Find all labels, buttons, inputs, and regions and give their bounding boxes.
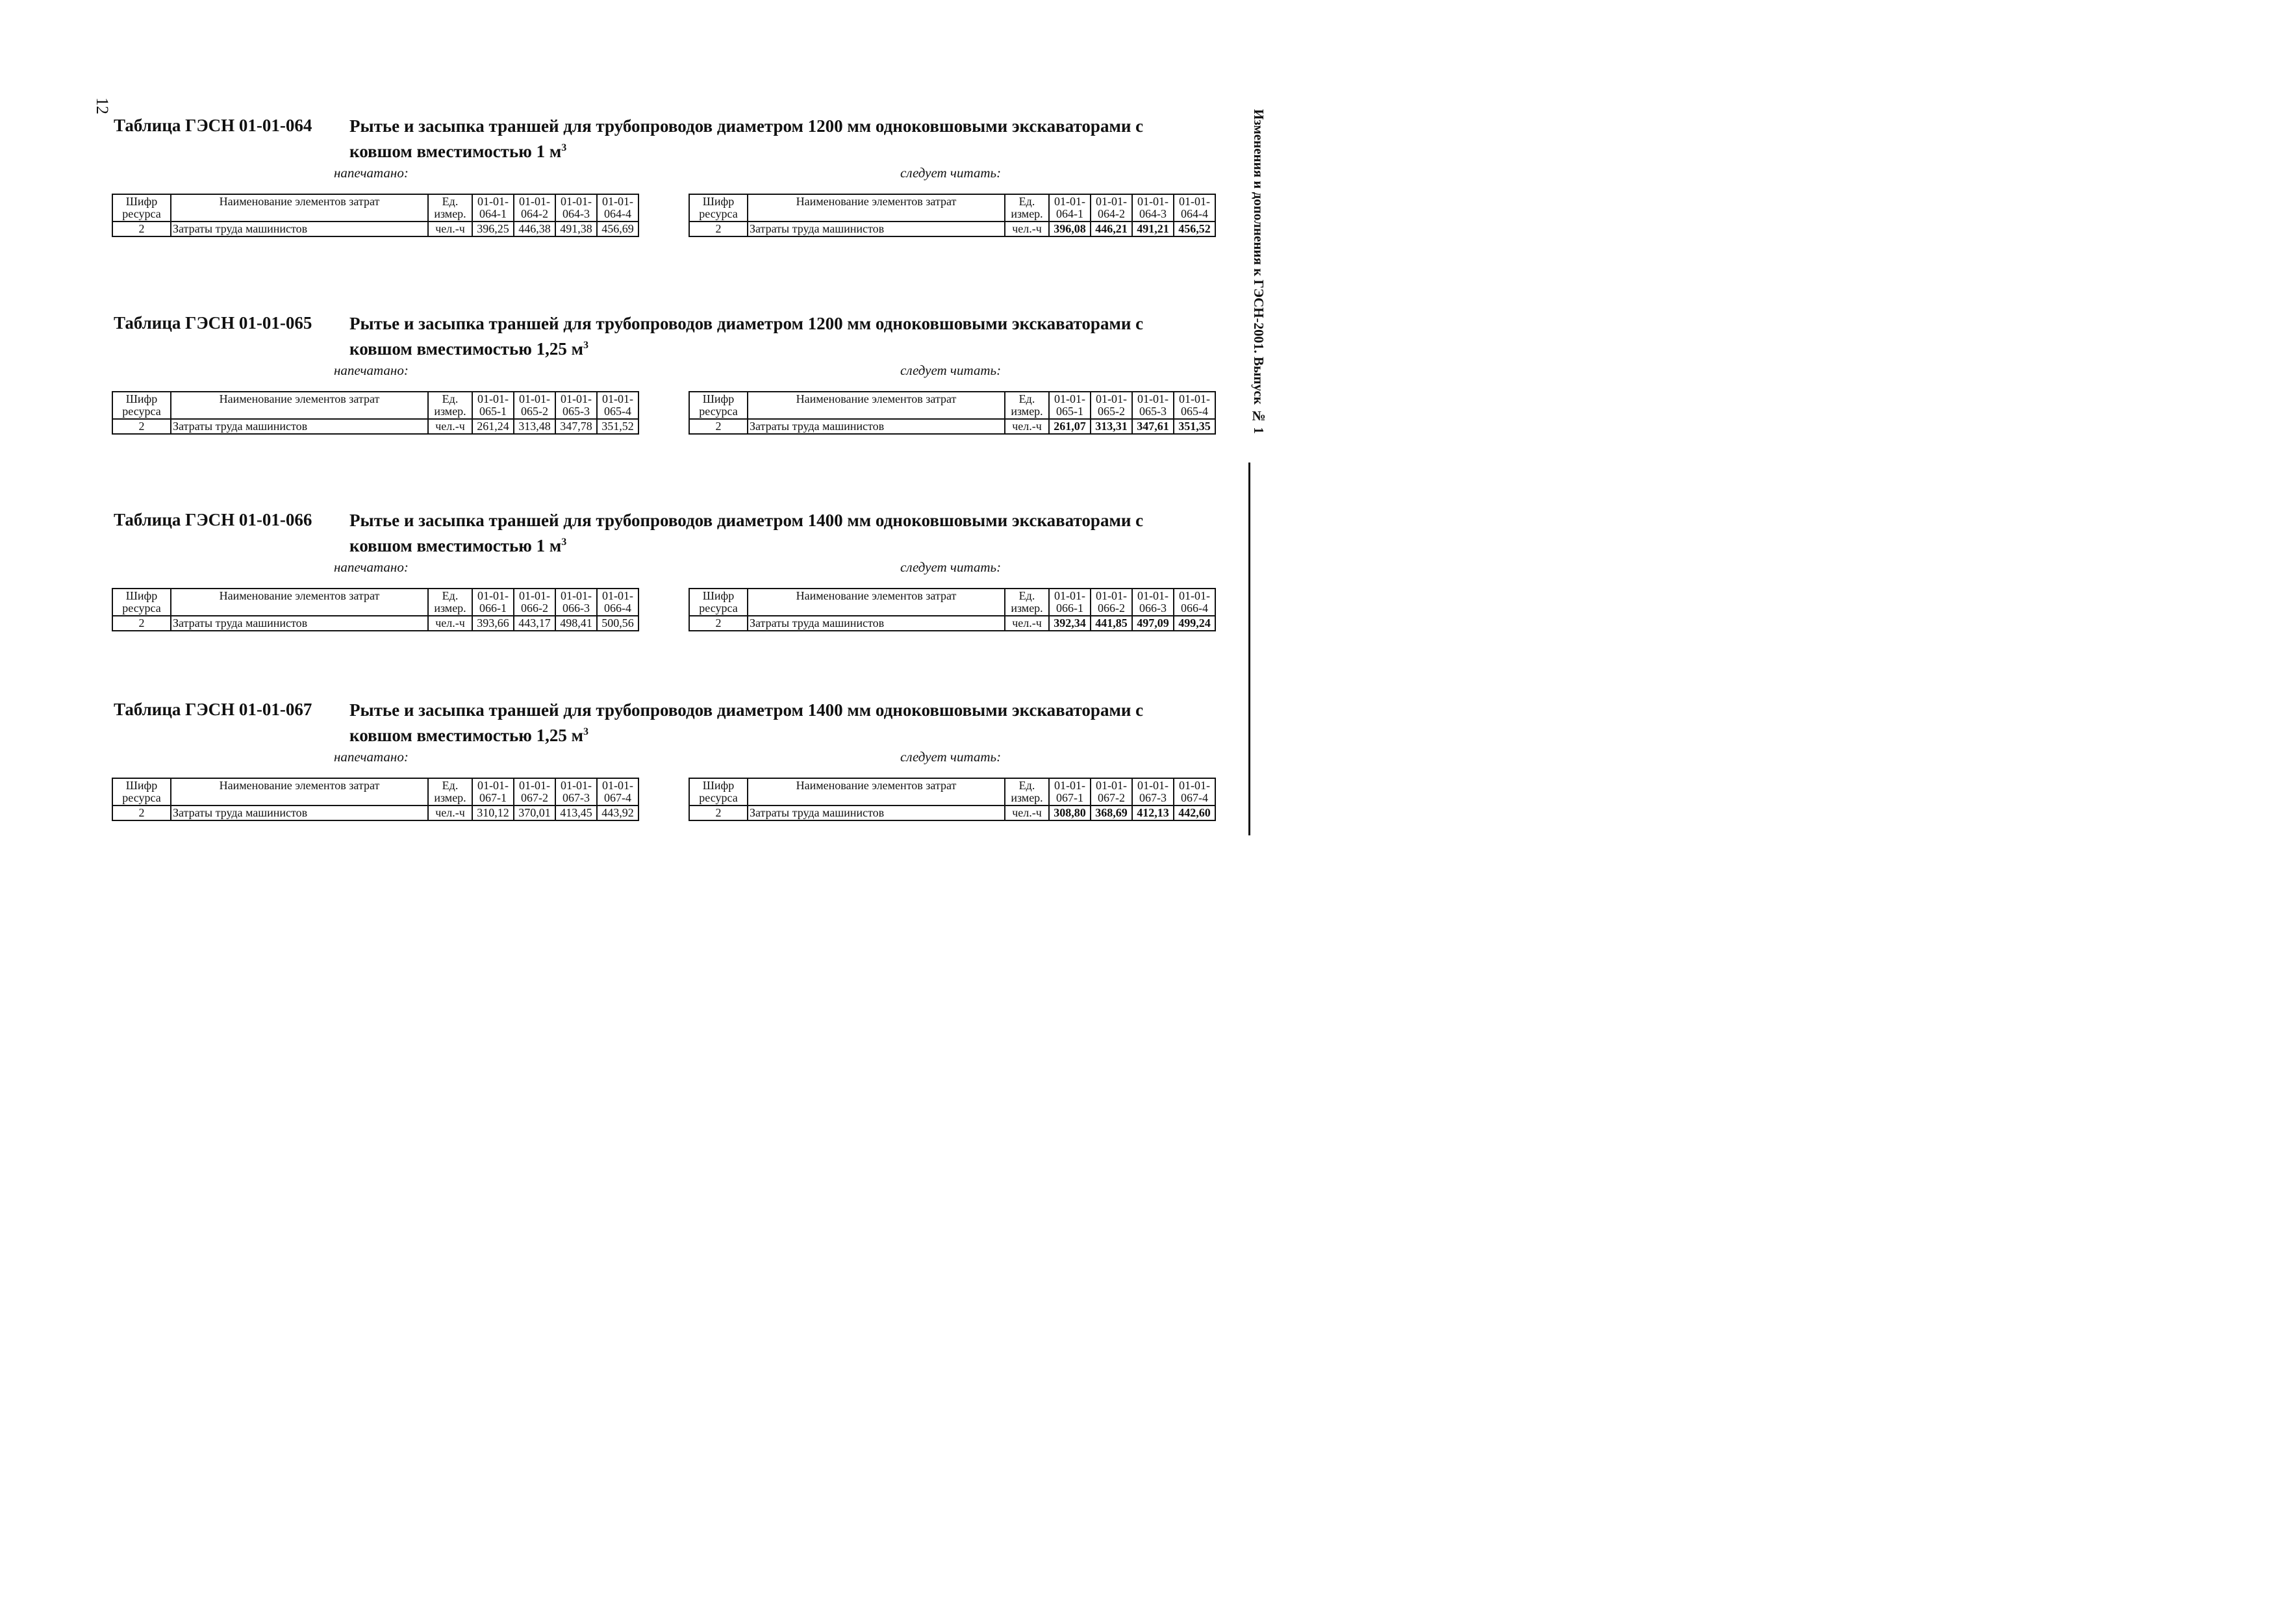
norm-code: 064-1 <box>479 207 507 220</box>
norm-code-prefix: 01-01- <box>477 779 509 792</box>
header-code-line1: Шифр <box>125 195 158 208</box>
norm-code-prefix: 01-01- <box>1137 779 1169 792</box>
value-cell: 261,24 <box>472 419 514 434</box>
resource-code-cell: 2 <box>689 222 748 236</box>
corrected-table <box>689 194 1216 237</box>
value-cell: 313,48 <box>514 419 555 434</box>
header-norm-code-cell <box>597 589 638 616</box>
table-row <box>112 419 638 434</box>
should-read-label: следует читать: <box>900 165 1002 181</box>
norm-code-prefix: 01-01- <box>1054 589 1085 602</box>
header-norm-code-cell <box>514 194 555 222</box>
header-row <box>112 778 638 806</box>
norm-code: 067-3 <box>562 791 590 804</box>
header-name: Наименование элементов затрат <box>796 392 957 405</box>
header-code-line1: Шифр <box>125 589 158 602</box>
norm-code-prefix: 01-01- <box>561 392 592 405</box>
resource-code-cell: 2 <box>112 222 171 236</box>
header-unit-line2: измер. <box>434 602 466 615</box>
unit-cell: чел.-ч <box>1005 806 1049 820</box>
table-row <box>112 616 638 631</box>
header-row <box>689 194 1215 222</box>
header-code-line2: ресурса <box>122 791 161 804</box>
table-title: Рытье и засыпка траншей для трубопроводов диаметром 1200 мм одноковшовыми экскаваторами с ковшом вместимостью 1 $м^3$ <box>349 116 1144 161</box>
norm-code: 067-4 <box>1181 791 1208 804</box>
norm-code-prefix: 01-01- <box>1179 779 1210 792</box>
norm-code: 065-3 <box>1139 405 1167 418</box>
value-cell: 396,08 <box>1049 222 1091 236</box>
should-read-label: следует читать: <box>900 362 1002 378</box>
should-read-label: следует читать: <box>900 749 1002 765</box>
header-name-cell <box>748 392 1005 419</box>
value-cell: 351,52 <box>597 419 638 434</box>
header-unit-line1: Ед. <box>442 589 459 602</box>
header-unit-line1: Ед. <box>1018 392 1035 405</box>
cost-element-name-cell: Затраты труда машинистов <box>748 222 1005 236</box>
norm-code-prefix: 01-01- <box>477 392 509 405</box>
value-cell: 456,69 <box>597 222 638 236</box>
header-unit-line1: Ед. <box>442 779 459 792</box>
header-norm-code-cell <box>1174 589 1215 616</box>
resource-code-cell: 2 <box>689 806 748 820</box>
header-name-cell <box>748 194 1005 222</box>
norm-code-prefix: 01-01- <box>561 195 592 208</box>
header-code-cell <box>689 194 748 222</box>
header-norm-code-cell <box>555 778 597 806</box>
norm-code-prefix: 01-01- <box>477 195 509 208</box>
norm-code: 066-1 <box>479 602 507 615</box>
table-row <box>689 616 1215 631</box>
norm-code-prefix: 01-01- <box>1096 779 1127 792</box>
norm-code: 067-2 <box>521 791 548 804</box>
header-norm-code-cell <box>1091 778 1132 806</box>
header-row <box>689 589 1215 616</box>
header-unit-cell <box>1005 589 1049 616</box>
value-cell: 443,92 <box>597 806 638 820</box>
norm-code: 065-1 <box>479 405 507 418</box>
header-name-cell <box>171 392 428 419</box>
norm-code-prefix: 01-01- <box>477 589 509 602</box>
printed-table <box>112 588 639 631</box>
value-cell: 347,61 <box>1132 419 1174 434</box>
norm-table-section <box>0 510 1330 666</box>
value-cell: 412,13 <box>1132 806 1174 820</box>
header-unit-line2: измер. <box>434 207 466 220</box>
header-unit-cell <box>428 589 472 616</box>
cost-element-name-cell: Затраты труда машинистов <box>748 419 1005 434</box>
norm-code-prefix: 01-01- <box>602 589 633 602</box>
header-norm-code-cell <box>597 778 638 806</box>
norm-code: 064-3 <box>562 207 590 220</box>
header-name: Наименование элементов затрат <box>796 779 957 792</box>
unit-cell: чел.-ч <box>428 419 472 434</box>
table-row <box>112 222 638 236</box>
norm-code: 065-3 <box>562 405 590 418</box>
header-unit-line1: Ед. <box>442 392 459 405</box>
header-norm-code-cell <box>597 194 638 222</box>
norm-code: 066-2 <box>521 602 548 615</box>
norm-code: 064-3 <box>1139 207 1167 220</box>
value-cell: 491,21 <box>1132 222 1174 236</box>
corrected-table <box>689 391 1216 435</box>
norm-code: 064-1 <box>1056 207 1083 220</box>
table-id: Таблица ГЭСН 01-01-066 <box>114 510 312 529</box>
header-norm-code-cell <box>514 392 555 419</box>
header-norm-code-cell <box>555 589 597 616</box>
value-cell: 497,09 <box>1132 616 1174 631</box>
table-title: Рытье и засыпка траншей для трубопроводов диаметром 1200 мм одноковшовыми экскаваторами с ковшом вместимостью 1,25 $м^3$ <box>349 314 1144 359</box>
page-number: 12 <box>93 97 112 114</box>
table-row <box>689 419 1215 434</box>
header-name-cell <box>748 589 1005 616</box>
norm-code: 066-3 <box>1139 602 1167 615</box>
header-code-cell <box>689 589 748 616</box>
unit-cell: чел.-ч <box>428 222 472 236</box>
header-norm-code-cell <box>1049 589 1091 616</box>
norm-code-prefix: 01-01- <box>602 779 633 792</box>
norm-code: 067-1 <box>479 791 507 804</box>
norm-code: 064-4 <box>604 207 631 220</box>
resource-code-cell: 2 <box>689 616 748 631</box>
header-unit-cell <box>428 778 472 806</box>
norm-table-section <box>0 116 1330 272</box>
header-name-cell <box>171 589 428 616</box>
table-row <box>689 222 1215 236</box>
norm-code-prefix: 01-01- <box>1096 195 1127 208</box>
header-unit-line2: измер. <box>434 791 466 804</box>
value-cell: 261,07 <box>1049 419 1091 434</box>
cost-element-name-cell: Затраты труда машинистов <box>171 806 428 820</box>
header-unit-line2: измер. <box>1011 602 1043 615</box>
unit-cell: чел.-ч <box>1005 419 1049 434</box>
header-norm-code-cell <box>1091 589 1132 616</box>
norm-table-section <box>0 313 1330 469</box>
header-code-line1: Шифр <box>702 392 735 405</box>
value-cell: 500,56 <box>597 616 638 631</box>
norm-code: 067-4 <box>604 791 631 804</box>
table-id: Таблица ГЭСН 01-01-065 <box>114 313 312 333</box>
norm-code-prefix: 01-01- <box>1137 392 1169 405</box>
header-unit-cell <box>1005 778 1049 806</box>
header-unit-line1: Ед. <box>442 195 459 208</box>
header-name: Наименование элементов затрат <box>219 392 380 405</box>
header-norm-code-cell <box>472 778 514 806</box>
header-norm-code-cell <box>1049 392 1091 419</box>
value-cell: 491,38 <box>555 222 597 236</box>
value-cell: 392,34 <box>1049 616 1091 631</box>
norm-code: 064-2 <box>521 207 548 220</box>
header-norm-code-cell <box>1132 778 1174 806</box>
header-name: Наименование элементов затрат <box>219 195 380 208</box>
header-unit-line2: измер. <box>1011 791 1043 804</box>
header-name: Наименование элементов затрат <box>796 195 957 208</box>
header-norm-code-cell <box>1174 778 1215 806</box>
header-code-cell <box>689 778 748 806</box>
header-norm-code-cell <box>1132 392 1174 419</box>
norm-code: 065-2 <box>521 405 548 418</box>
norm-code: 065-2 <box>1098 405 1125 418</box>
header-row <box>689 778 1215 806</box>
norm-code-prefix: 01-01- <box>1096 589 1127 602</box>
header-row <box>112 194 638 222</box>
table-row <box>689 806 1215 820</box>
header-unit-line1: Ед. <box>1018 779 1035 792</box>
header-code-line2: ресурса <box>122 405 161 418</box>
value-cell: 393,66 <box>472 616 514 631</box>
unit-cell: чел.-ч <box>1005 222 1049 236</box>
norm-code-prefix: 01-01- <box>519 589 550 602</box>
value-cell: 446,21 <box>1091 222 1132 236</box>
header-name: Наименование элементов затрат <box>219 589 380 602</box>
norm-code-prefix: 01-01- <box>1096 392 1127 405</box>
header-norm-code-cell <box>1174 194 1215 222</box>
header-code-line2: ресурса <box>699 207 738 220</box>
norm-code-prefix: 01-01- <box>1179 195 1210 208</box>
norm-code-prefix: 01-01- <box>1054 195 1085 208</box>
header-code-line2: ресурса <box>699 602 738 615</box>
should-read-label: следует читать: <box>900 559 1002 575</box>
unit-cell: чел.-ч <box>1005 616 1049 631</box>
printed-table <box>112 391 639 435</box>
header-code-line1: Шифр <box>125 392 158 405</box>
norm-code: 066-3 <box>562 602 590 615</box>
header-norm-code-cell <box>1091 392 1132 419</box>
resource-code-cell: 2 <box>689 419 748 434</box>
header-norm-code-cell <box>514 589 555 616</box>
table-id: Таблица ГЭСН 01-01-067 <box>114 700 312 719</box>
value-cell: 313,31 <box>1091 419 1132 434</box>
header-norm-code-cell <box>1049 778 1091 806</box>
norm-code: 066-2 <box>1098 602 1125 615</box>
header-unit-line2: измер. <box>1011 207 1043 220</box>
table-title: Рытье и засыпка траншей для трубопроводов диаметром 1400 мм одноковшовыми экскаваторами с ковшом вместимостью 1,25 $м^3$ <box>349 700 1144 745</box>
cost-element-name-cell: Затраты труда машинистов <box>171 616 428 631</box>
header-norm-code-cell <box>555 194 597 222</box>
header-code-cell <box>112 392 171 419</box>
cost-element-name-cell: Затраты труда машинистов <box>748 806 1005 820</box>
value-cell: 441,85 <box>1091 616 1132 631</box>
table-row <box>112 806 638 820</box>
norm-code-prefix: 01-01- <box>602 195 633 208</box>
header-code-line2: ресурса <box>122 602 161 615</box>
header-unit-line2: измер. <box>434 405 466 418</box>
norm-code-prefix: 01-01- <box>519 195 550 208</box>
norm-code-prefix: 01-01- <box>519 392 550 405</box>
value-cell: 310,12 <box>472 806 514 820</box>
table-title: Рытье и засыпка траншей для трубопроводов диаметром 1400 мм одноковшовыми экскаваторами с ковшом вместимостью 1 $м^3$ <box>349 511 1144 555</box>
header-norm-code-cell <box>555 392 597 419</box>
corrected-table <box>689 778 1216 821</box>
header-row <box>112 589 638 616</box>
side-running-title: Изменения и дополнения к ГЭСН-2001. Выпуск № 1 <box>1251 109 1267 434</box>
norm-code-prefix: 01-01- <box>1137 195 1169 208</box>
value-cell: 308,80 <box>1049 806 1091 820</box>
norm-code: 065-4 <box>604 405 631 418</box>
header-unit-line1: Ед. <box>1018 589 1035 602</box>
header-unit-cell <box>428 392 472 419</box>
value-cell: 368,69 <box>1091 806 1132 820</box>
norm-code-prefix: 01-01- <box>602 392 633 405</box>
printed-table <box>112 194 639 237</box>
printed-table <box>112 778 639 821</box>
norm-code-prefix: 01-01- <box>1179 392 1210 405</box>
resource-code-cell: 2 <box>112 616 171 631</box>
header-code-line1: Шифр <box>702 195 735 208</box>
value-cell: 498,41 <box>555 616 597 631</box>
header-unit-cell <box>1005 392 1049 419</box>
header-code-cell <box>689 392 748 419</box>
header-norm-code-cell <box>472 392 514 419</box>
header-name-cell <box>748 778 1005 806</box>
value-cell: 396,25 <box>472 222 514 236</box>
value-cell: 443,17 <box>514 616 555 631</box>
header-norm-code-cell <box>1132 194 1174 222</box>
norm-code: 066-4 <box>604 602 631 615</box>
header-norm-code-cell <box>472 589 514 616</box>
norm-code-prefix: 01-01- <box>1054 392 1085 405</box>
header-code-line1: Шифр <box>702 589 735 602</box>
header-norm-code-cell <box>472 194 514 222</box>
norm-code: 065-4 <box>1181 405 1208 418</box>
norm-code: 064-4 <box>1181 207 1208 220</box>
norm-code: 065-1 <box>1056 405 1083 418</box>
header-norm-code-cell <box>1091 194 1132 222</box>
corrected-table <box>689 588 1216 631</box>
value-cell: 499,24 <box>1174 616 1215 631</box>
norm-code-prefix: 01-01- <box>561 779 592 792</box>
norm-code: 066-1 <box>1056 602 1083 615</box>
header-code-cell <box>112 589 171 616</box>
norm-code-prefix: 01-01- <box>519 779 550 792</box>
header-code-line2: ресурса <box>122 207 161 220</box>
norm-table-section <box>0 700 1330 856</box>
unit-cell: чел.-ч <box>428 616 472 631</box>
header-norm-code-cell <box>597 392 638 419</box>
norm-code-prefix: 01-01- <box>561 589 592 602</box>
norm-code: 064-2 <box>1098 207 1125 220</box>
norm-code-prefix: 01-01- <box>1054 779 1085 792</box>
header-code-line1: Шифр <box>125 779 158 792</box>
norm-code-prefix: 01-01- <box>1179 589 1210 602</box>
header-norm-code-cell <box>514 778 555 806</box>
header-unit-cell <box>428 194 472 222</box>
norm-code: 067-3 <box>1139 791 1167 804</box>
printed-label: напечатано: <box>334 165 409 181</box>
value-cell: 442,60 <box>1174 806 1215 820</box>
value-cell: 413,45 <box>555 806 597 820</box>
table-id: Таблица ГЭСН 01-01-064 <box>114 116 312 135</box>
cost-element-name-cell: Затраты труда машинистов <box>171 419 428 434</box>
header-unit-line1: Ед. <box>1018 195 1035 208</box>
header-norm-code-cell <box>1132 589 1174 616</box>
printed-label: напечатано: <box>334 362 409 378</box>
cost-element-name-cell: Затраты труда машинистов <box>171 222 428 236</box>
value-cell: 456,52 <box>1174 222 1215 236</box>
header-row <box>112 392 638 419</box>
header-name: Наименование элементов затрат <box>796 589 957 602</box>
resource-code-cell: 2 <box>112 806 171 820</box>
header-code-line1: Шифр <box>702 779 735 792</box>
value-cell: 446,38 <box>514 222 555 236</box>
header-code-cell <box>112 194 171 222</box>
value-cell: 347,78 <box>555 419 597 434</box>
header-unit-cell <box>1005 194 1049 222</box>
header-name-cell <box>171 778 428 806</box>
header-code-line2: ресурса <box>699 791 738 804</box>
norm-code: 067-2 <box>1098 791 1125 804</box>
unit-cell: чел.-ч <box>428 806 472 820</box>
printed-label: напечатано: <box>334 559 409 575</box>
header-norm-code-cell <box>1049 194 1091 222</box>
resource-code-cell: 2 <box>112 419 171 434</box>
header-code-cell <box>112 778 171 806</box>
header-name-cell <box>171 194 428 222</box>
norm-code: 066-4 <box>1181 602 1208 615</box>
printed-label: напечатано: <box>334 749 409 765</box>
value-cell: 370,01 <box>514 806 555 820</box>
header-norm-code-cell <box>1174 392 1215 419</box>
norm-code-prefix: 01-01- <box>1137 589 1169 602</box>
header-code-line2: ресурса <box>699 405 738 418</box>
header-row <box>689 392 1215 419</box>
norm-code: 067-1 <box>1056 791 1083 804</box>
value-cell: 351,35 <box>1174 419 1215 434</box>
header-name: Наименование элементов затрат <box>219 779 380 792</box>
header-unit-line2: измер. <box>1011 405 1043 418</box>
cost-element-name-cell: Затраты труда машинистов <box>748 616 1005 631</box>
